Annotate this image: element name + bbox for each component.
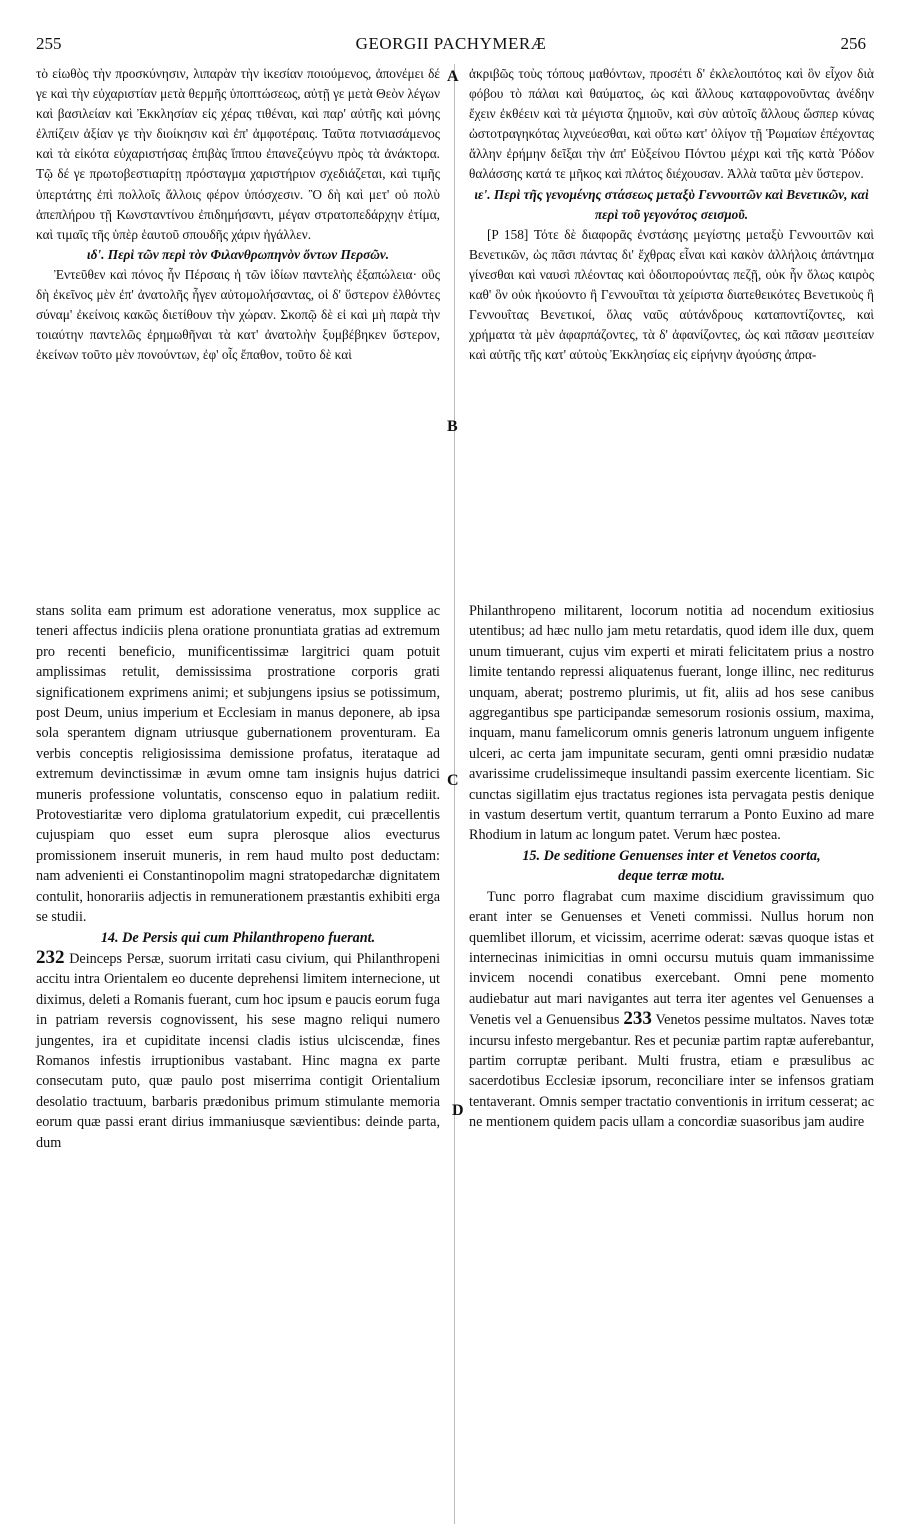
page-header <box>36 34 866 58</box>
latin-text-left-column <box>36 601 440 1153</box>
margin-letter-c: C <box>447 772 459 789</box>
latin-paragraph <box>36 948 440 1153</box>
folio-number: 233 <box>623 1008 652 1030</box>
margin-letter-a: A <box>447 68 459 85</box>
column-divider <box>454 64 455 1524</box>
greek-text-right-column <box>469 64 874 365</box>
greek-paragraph: Ἐντεῦθεν καὶ πόνος ἦν Πέρσαις ἡ τῶν ἰδίων παντελὴς ἐξαπώλεια· οὓς δὴ ἐκεῖνος μὲν ἐπ' ἀνατολῆς ἦγεν αὐτομολήσαντας, οἱ δ' ὕστερον ἐλθόντες σύναμ' ἐκείνοις κακῶς διετίθουν τὴν χώραν. Σκοπῷ δὲ εἰ καὶ μὴ παρὰ τὴν τοιαύτην παντελῶς ἐρημωθῆναι τὰ κατ' ἀνατολὴν ξυμβέβηκεν ὕστερον, ἐκείνων τοῦτο μὲν πονούντων, ἐφ' οἷς ἔπαθον, τοῦτο δὲ καὶ <box>36 266 440 363</box>
greek-paragraph: τὸ εἰωθὸς τὴν προσκύνησιν, λιπαρὰν τὴν ἱκεσίαν ποιούμενος, ἀπονέμει δέ γε καὶ τὴν εὐχαριστίαν μετὰ θερμῆς ὑποπτώσεως, αὐτῇ γε μετὰ Θεὸν λέγων καὶ βασιλείαν καὶ Ἐκκλησίαν εἰς χέρας τιθέναι, καὶ παρ' αὐτῆς καὶ μόνης ἐλπίζειν ἀξίαν γε τὴν διοίκησιν καὶ ἐπ' ἀμφοτέραις. Ταῦτα ποτνιασάμενος καὶ τὰ εἰκότα εὐχαριστήσας ἐπιβὰς ἵππου ἐπανεζεύγνυ πρὸς τὰ ἀνάκτορα. Τῷ δέ γε πρωτοβεστιαρίτῃ πρόσταγμα χαριστήριον σχεδιάζεται, καὶ τιμῆς ὑπερτάτης ἐπὶ πολλοῖς ἄλλοις φέρον ὑπόσχεσιν. Ὃ δὴ καὶ μετ' οὐ πολὺ ἀπεπλήρου τῇ Κωνσταντίνου ἐπιδημήσαντι, μέγαν στρατοπεδάρχην ἐτίμα, καὶ τιμαῖς τῆς ὑπὲρ ἑαυτοῦ σπουδῆς χάριν ἠγάλλεν. <box>36 66 440 242</box>
section-heading-greek: ιε'. Περὶ τῆς γενομένης στάσεως μεταξὺ Γεννουιτῶν καὶ Βενετικῶν, καὶ περὶ τοῦ γεγονότος σεισμοῦ. <box>474 186 869 222</box>
latin-paragraph: stans solita eam primum est adoratione veneratus, mox supplice ac teneri affectus indiciis plena oratione pronuntiata gratias ad extremum pro recenti beneficio, munificentissimæ largitrici quam potuit amplissimas retulit, demississima prostratione corporis grati significationem exprimens animi; et subjungens ipsius se potissimum, post Deum, unius imperium et Ecclesiam in manus deponere, ab ipsa sola sperantem dignam utriusque gubernationem proventuram. Ea verbis conceptis religiosissima demissione profatus, iterataque ad extremum devinctissimæ in ævum omne tam insignis hujus datrici muneris professione voluntatis, conscenso equo in palatium rediit. Protovestiaritæ vero diploma gratulatorium expedit, cui præcellentis cujuspiam quo esset eum supra plerosque alios evecturus promissionem inseruit muneris, in rem haud multo post deductam: nam advenienti ei Constantinopolim magni stratopedarchæ dignitatem contulit, honorariis adjectis in remunerationem præstantis exhibiti erga se studii. <box>36 603 440 926</box>
greek-paragraph: [P 158] Τότε δὲ διαφορᾶς ἐνστάσης μεγίστης μεταξὺ Γεννουιτῶν καὶ Βενετικῶν, ὡς πᾶσι πάντας δι' ἔχθρας εἶναι καὶ κακὸν ἀλλήλοις ἀπάντημα γίνεσθαι καὶ ναυσὶ πλέοντας καὶ ὁδοιπορούντας πεζῇ, οὐκ ἦν ὅλως καιρὸς καθ' ὃν οὐκ ἠκούοντο ἢ Γεννουῖται τὰ χείριστα διατεθεικότες Βενετικοὺς ἢ Γεννουΐτας Βενετικοί, ὅλας ναῦς αὐτάνδρους καταποντίζοντες, καὶ χρήματα τὰ μὲν ἀφαρπάζοντες, τὰ δ' ἀφανίζοντες, ὡς καὶ πᾶσαν μεσιτείαν καὶ αὐτῆς τῆς κατ' αὐτοὺς Ἐκκλησίας εἰς εἰρήνην ἀγούσης ἀπρα- <box>469 226 874 363</box>
running-title: GEORGII PACHYMERÆ <box>355 34 547 53</box>
latin-text-right-column <box>469 601 874 1133</box>
right-page-number: 256 <box>840 34 866 53</box>
left-page-number: 255 <box>36 34 62 53</box>
folio-number: 232 <box>36 946 65 968</box>
latin-paragraph: Philanthropeno militarent, locorum notitia ad nocendum exitiosius utentibus; ad hæc nullo jam metu retardatis, quod idem ille dux, quem unum timuerant, cujus vim experti et mirati felicitatem prius a nostro limite tentando repressi aliquatenus fuerant, longe illinc, nec rediturus unquam, aberat; postremo plurimis, ut fit, aliis ad hos sese canibus aggregantibus spe participandæ semesorum rosionis ossium, maxima, inquam, manu famelicorum omnis generis latronum unguem infigente ulceri, ac certa jam impunitate securam, genti omni præsidio nudatæ avarissime crudelissimeque insultandi passim exercente licentiam. Sic cunctas sigillatim ejus tractatus regiones ista pervagata pestis denique in vastum desertum vertit, quantum terrarum a Ponto Euxino ad mare Rhodium in latum ac longum patet. Verum hæc postea. <box>469 603 874 844</box>
section-heading-greek: ιδ'. Περὶ τῶν περὶ τὸν Φιλανθρωπηνὸν ὄντων Περσῶν. <box>86 246 390 262</box>
greek-paragraph: ἀκριβῶς τοὺς τόπους μαθόντων, προσέτι δ' ἐκλελοιπότος καὶ ὃν εἶχον διὰ φόβου τὸ πάλαι καὶ θαύματος, ὡς καὶ ἄλλους καταφρονοῦντας ἀνέδην ἔχειν ἐκθέειν καὶ τὰ μέγιστα ζημιοῦν, καὶ σὺν αὐτοῖς ἄλλους ὥσπερ κύνας ὠστοτραγηκότας λιχνεύεσθαι, καὶ οὕτω κατ' ὀλίγον τῇ Ῥωμαίων ἐπέχοντας ἄλλην ἐρήμην δεῖξαι τὴν ἀπ' Εὐξείνου Πόντου μέχρι καὶ τῆς κατὰ Ῥόδον θαλάσσης κατά τε μῆκος καὶ πλάτος διέχουσαν. Ἀλλὰ ταῦτα μὲν ὕστερον. <box>469 66 874 182</box>
latin-paragraph: Tunc porro flagrabat cum maxime discidium gravissimum quo erant inter se Genuenses et Veneti commissi. Nullus horum non quemlibet illorum, et vicissim, acerrime oderat: sævas quoque istas et internecinas inimicitias in omni occursu mutuis quam immanissime invicem nocendi conatibus exercebant. Omni pene momento audiebatur aut mari navigantes aut terra iter agentes vel Genuenses a Venetis vel a Genuensibus 233 Venetos pessime multatos. Naves totæ incursu infesto mergebantur. Res et pecuniæ partim raptæ auferebantur, partim corruptæ peribant. Multi frustra, etiam e præsulibus ac sacerdotibus Ecclesiæ ipsorum, reconciliare inter se infensos gratiam tentaverant. Omnis semper tractatio conventionis in irritum cesserat; ac ne mentionem quidem pacis ullam a concordiæ suasoribus jam audire <box>469 888 875 1131</box>
section-heading-latin: 14. De Persis qui cum Philanthropeno fuerant. <box>100 929 376 946</box>
margin-letter-d: D <box>452 1102 464 1119</box>
latin-paragraph-text: Deinceps Persæ, suorum irritati casu civium, qui Philanthropeni accitu intra Orientalem eo ducente deprehensi limitem internecione, ut diximus, deleti a Romanis fuerant, cum hoc ipsum e paucis eorum fuga in patriam reversis cognovissent, his sese magno reliqui numero jungentes, ira et cupiditate incensi cladis istius ulciscendæ, fines Romanos infestis irruptionibus vastabant. Hinc magna ex parte consecutam puto, quæ paulo post miserrima contigit Orientalium desolatio tractuum, barbaris prædonibus primum stimulante memoria eorum quæ passi erant dirius immaniusque sævientibus: deinde parta, dum <box>36 950 441 1151</box>
greek-text-left-column <box>36 64 440 365</box>
margin-letter-b: B <box>447 418 458 435</box>
section-heading-latin: 15. De seditione Genuenses inter et Venetos coorta, deque terræ motu. <box>522 847 821 885</box>
